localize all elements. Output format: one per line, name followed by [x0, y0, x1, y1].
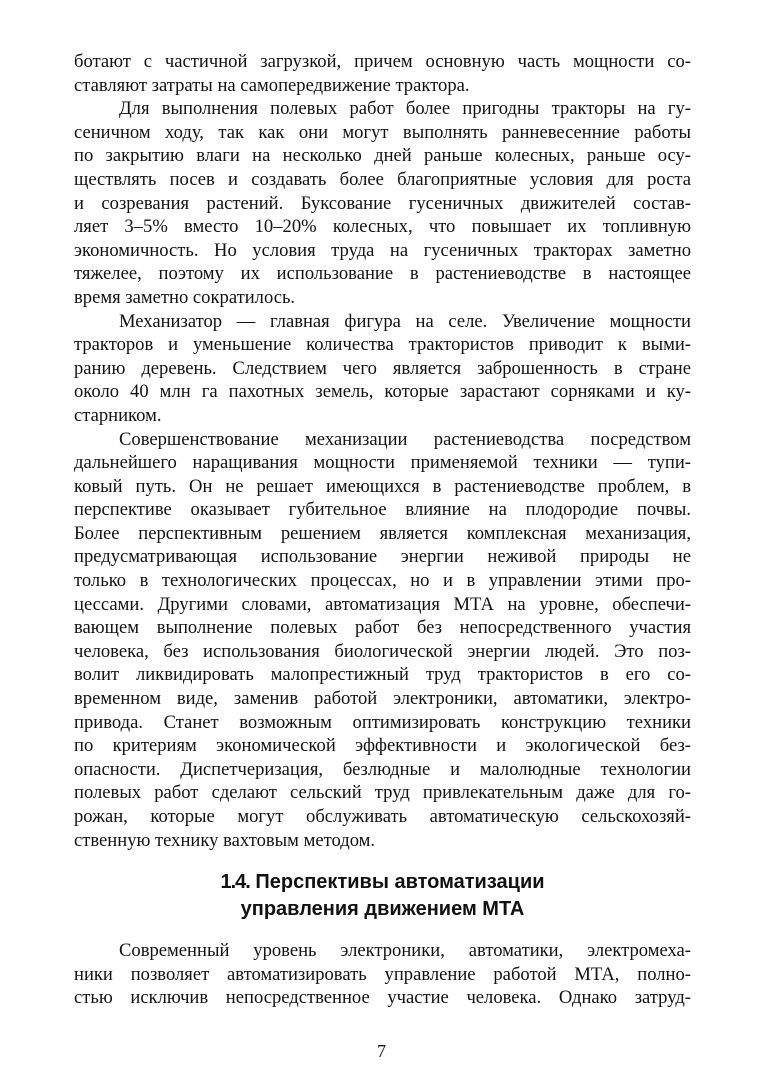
- paragraph-4: [74, 428, 691, 853]
- paragraph-line: время заметно сократилось.: [74, 286, 296, 308]
- paragraph-line: вающем выполнение полевых работ без непосредственного участия: [74, 617, 691, 639]
- paragraph-line: временном виде, заменив работой электроники, автоматики, электро-: [74, 688, 691, 710]
- paragraph-line: по закрытию влаги на несколько дней раньше колесных, раньше осу-: [74, 145, 691, 167]
- paragraph-line: волит ликвидировать малопрестижный труд трактористов в его со-: [74, 664, 691, 686]
- section-title-part-2: управления движением МТА: [240, 898, 525, 921]
- paragraph-line: около 40 млн га пахотных земель, которые зарастают сорняками и ку-: [74, 381, 691, 403]
- paragraph-line: Для выполнения полевых работ более пригодны тракторы на гу-: [119, 98, 691, 120]
- paragraph-line: перспективе оказывает губительное влияние на плодородие почвы.: [74, 499, 691, 521]
- paragraph-line: и созревания растений. Буксование гусеничных движителей состав-: [74, 192, 691, 214]
- paragraph-line: полевых работ сделают сельский труд привлекательным даже для го-: [74, 782, 691, 804]
- section-heading: [74, 869, 691, 923]
- section-number: 1.4.: [220, 871, 250, 894]
- paragraph-line: по критериям экономической эффективности и экологической без-: [74, 735, 691, 757]
- paragraph-line: дальнейшего наращивания мощности применяемой техники — тупи-: [74, 452, 691, 474]
- paragraph-line: тракторов и уменьшение количества трактористов приводит к выми-: [74, 334, 691, 356]
- page-number: 7: [377, 1041, 386, 1061]
- paragraph-line: предусматривающая использование энергии неживой природы не: [74, 546, 691, 568]
- paragraph-line: Современный уровень электроники, автоматики, электромеха-: [119, 940, 691, 962]
- paragraph-line: человека, без использования биологической энергии людей. Это поз-: [74, 640, 691, 662]
- paragraph-line: сеничном ходу, так как они могут выполнять ранневесенние работы: [74, 121, 691, 143]
- paragraph-line: только в технологических процессах, но и в управлении этими про-: [74, 570, 691, 592]
- paragraph-line: Совершенствование механизации растениеводства посредством: [119, 428, 691, 450]
- paragraph-line: старником.: [74, 404, 162, 426]
- paragraph-line: ществлять посев и создавать более благоприятные условия для роста: [74, 168, 691, 190]
- paragraph-line: Механизатор — главная фигура на селе. Увеличение мощности: [119, 310, 691, 332]
- paragraph-line: тяжелее, поэтому их использование в растениеводстве в настоящее: [74, 263, 691, 285]
- paragraph-line: ранию деревень. Следствием чего является заброшенность в стране: [74, 357, 691, 379]
- paragraph-line: ставляют затраты на самопередвижение трактора.: [74, 74, 470, 96]
- paragraph-5: [74, 939, 691, 1010]
- paragraph-line: стью исключив непосредственное участие человека. Однако затруд-: [74, 987, 691, 1009]
- paragraph-line: ковый путь. Он не решает имеющихся в растениеводстве проблем, в: [74, 475, 691, 497]
- paragraph-line: опасности. Диспетчеризация, безлюдные и малолюдные технологии: [74, 758, 691, 780]
- paragraph-line: ботают с частичной загрузкой, причем основную часть мощности со-: [74, 51, 691, 72]
- section-heading-line-1: [74, 869, 691, 896]
- page-text-block: [74, 50, 691, 1010]
- paragraph-2: [74, 97, 691, 309]
- paragraph-line: привода. Станет возможным оптимизировать конструкцию техники: [74, 711, 691, 733]
- paragraph-3: [74, 310, 691, 428]
- paragraph-line: экономичность. Но условия труда на гусеничных тракторах заметно: [74, 239, 691, 261]
- paragraph-line: рожан, которые могут обслуживать автоматическую сельскохозяй-: [74, 806, 691, 827]
- section-title-part-1: Перспективы автоматизации: [255, 871, 545, 894]
- paragraph-line: ники позволяет автоматизировать управление работой МТА, полно-: [74, 963, 691, 985]
- paragraph-line: ляет 3–5% вместо 10–20% колесных, что повышает их топливную: [74, 216, 691, 238]
- paragraph-line: цессами. Другими словами, автоматизация МТА на уровне, обеспечи-: [74, 593, 691, 615]
- paragraph-line: ственную технику вахтовым методом.: [74, 829, 376, 851]
- paragraph-1: [74, 50, 691, 97]
- paragraph-line: Более перспективным решением является комплексная механизация,: [74, 522, 691, 544]
